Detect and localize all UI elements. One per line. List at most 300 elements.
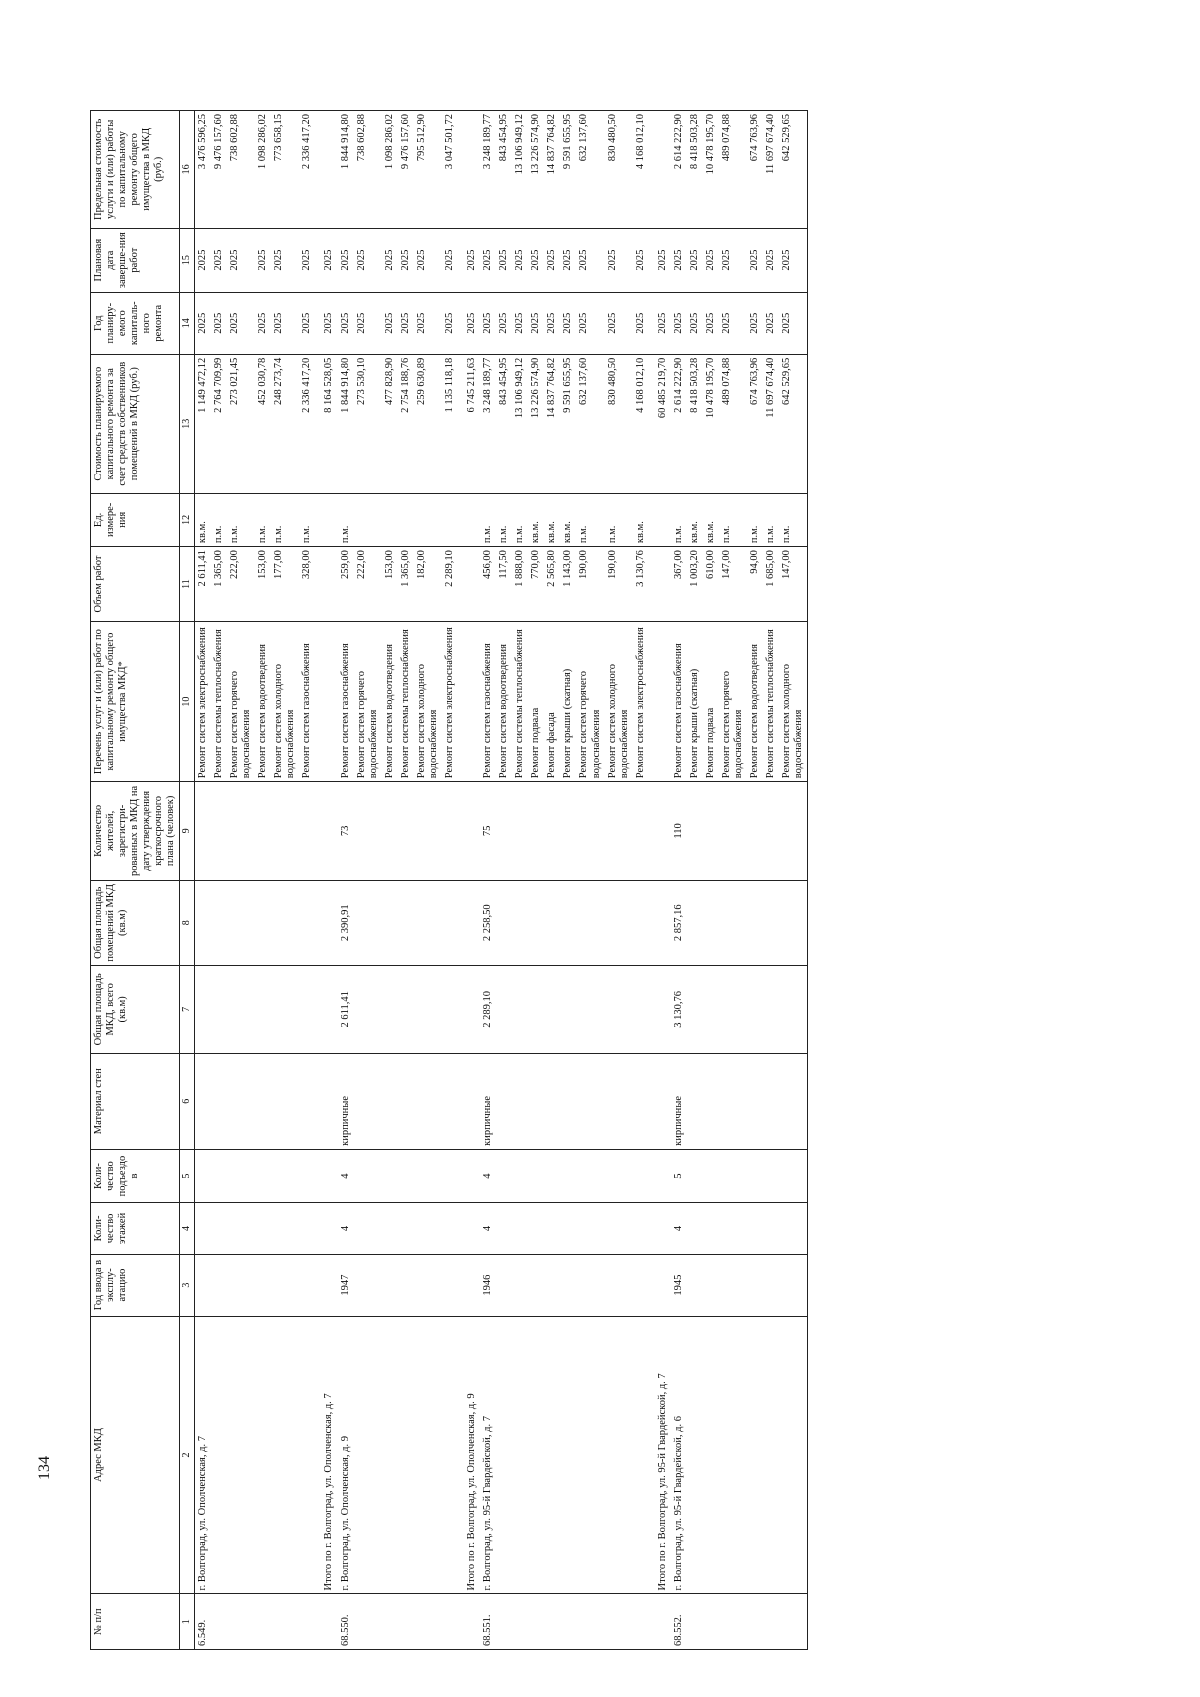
cell bbox=[719, 966, 747, 1054]
cell bbox=[442, 1316, 458, 1594]
cell: 2 289,10 bbox=[442, 547, 458, 622]
cell: 2025 bbox=[227, 292, 255, 354]
table-row bbox=[398, 111, 414, 1650]
cell bbox=[315, 1203, 337, 1254]
cell: 2025 bbox=[315, 292, 337, 354]
cell bbox=[299, 1203, 315, 1254]
cell bbox=[544, 1316, 560, 1594]
cell bbox=[719, 880, 747, 966]
cell: 9 591 655,95 bbox=[560, 111, 576, 229]
table-row bbox=[544, 111, 560, 1650]
column-header-15: Плановая дата заверше-ния работ bbox=[91, 228, 180, 292]
table-body bbox=[194, 111, 807, 1650]
cell: 147,00 bbox=[779, 547, 808, 622]
cell bbox=[227, 1594, 255, 1650]
cell bbox=[398, 782, 414, 880]
cell bbox=[544, 966, 560, 1054]
cell bbox=[315, 621, 337, 781]
cell: кирпичные bbox=[480, 1053, 496, 1149]
cell: 2025 bbox=[458, 292, 480, 354]
cell bbox=[211, 1149, 227, 1202]
cell bbox=[528, 1316, 544, 1594]
cell bbox=[747, 966, 763, 1054]
cell: 2 336 417,20 bbox=[299, 354, 315, 493]
cell: 2025 bbox=[496, 228, 512, 292]
cell bbox=[271, 1254, 299, 1316]
cell: Ремонт систем электроснабжения bbox=[194, 621, 211, 781]
cell bbox=[458, 880, 480, 966]
cell: 2025 bbox=[211, 292, 227, 354]
cell: 2025 bbox=[649, 228, 671, 292]
cell: 10 478 195,70 bbox=[703, 354, 719, 493]
cell bbox=[442, 880, 458, 966]
cell: 2025 bbox=[703, 228, 719, 292]
cell bbox=[496, 1594, 512, 1650]
cell bbox=[633, 782, 649, 880]
cell bbox=[633, 1203, 649, 1254]
column-header-4: Коли-чество этажей bbox=[91, 1203, 180, 1254]
cell: 273 021,45 bbox=[227, 354, 255, 493]
cell: 222,00 bbox=[227, 547, 255, 622]
cell: 259,00 bbox=[338, 547, 354, 622]
cell: 1 098 286,02 bbox=[255, 111, 271, 229]
cell: 2025 bbox=[496, 292, 512, 354]
cell: 1 135 118,18 bbox=[442, 354, 458, 493]
cell: 4 168 012,10 bbox=[633, 111, 649, 229]
cell bbox=[560, 1254, 576, 1316]
cell bbox=[398, 1254, 414, 1316]
cell bbox=[649, 1594, 671, 1650]
cell bbox=[442, 782, 458, 880]
cell bbox=[605, 966, 633, 1054]
table-row bbox=[605, 111, 633, 1650]
cell: 489 074,88 bbox=[719, 354, 747, 493]
column-header-9: Количество жителей, зарегистри-рованных в МКД на дату утверждения краткосрочного плана (человек) bbox=[91, 782, 180, 880]
cell bbox=[560, 1053, 576, 1149]
column-number: 11 bbox=[180, 547, 195, 622]
cell bbox=[703, 1594, 719, 1650]
cell bbox=[211, 1203, 227, 1254]
cell: 2025 bbox=[605, 228, 633, 292]
cell: 2 764 709,99 bbox=[211, 354, 227, 493]
cell bbox=[227, 880, 255, 966]
cell: Ремонт систем газоснабжения bbox=[338, 621, 354, 781]
cell: 8 418 503,28 bbox=[687, 111, 703, 229]
column-number: 8 bbox=[180, 880, 195, 966]
cell bbox=[528, 1254, 544, 1316]
cell bbox=[703, 1149, 719, 1202]
cell: 13 106 949,12 bbox=[512, 111, 528, 229]
table-row bbox=[671, 111, 687, 1650]
cell bbox=[763, 966, 779, 1054]
cell bbox=[315, 782, 337, 880]
cell bbox=[649, 782, 671, 880]
cell: Ремонт систем водоотведения bbox=[747, 621, 763, 781]
cell bbox=[605, 1053, 633, 1149]
cell bbox=[649, 1203, 671, 1254]
cell bbox=[211, 1053, 227, 1149]
column-number: 5 bbox=[180, 1149, 195, 1202]
cell bbox=[382, 1053, 398, 1149]
cell: 1 149 472,12 bbox=[194, 354, 211, 493]
table-row bbox=[271, 111, 299, 1650]
cell: Ремонт систем электроснабжения bbox=[633, 621, 649, 781]
cell bbox=[512, 782, 528, 880]
cell bbox=[398, 1203, 414, 1254]
cell bbox=[315, 1149, 337, 1202]
cell bbox=[271, 966, 299, 1054]
cell bbox=[194, 880, 211, 966]
column-header-13: Стоимость планируемого капитального ремонта за счет средств собственников помещений в МКД (руб.) bbox=[91, 354, 180, 493]
cell: 14 837 764,82 bbox=[544, 354, 560, 493]
cell: Ремонт систем горячего водоснабжения bbox=[576, 621, 604, 781]
cell: 68.550. bbox=[338, 1594, 354, 1650]
cell: 13 106 949,12 bbox=[512, 354, 528, 493]
cell bbox=[703, 1203, 719, 1254]
cell bbox=[633, 880, 649, 966]
cell bbox=[649, 1149, 671, 1202]
cell: 2025 bbox=[687, 228, 703, 292]
cell: 2 754 188,76 bbox=[398, 354, 414, 493]
table-row bbox=[480, 111, 496, 1650]
cell: 9 591 655,95 bbox=[560, 354, 576, 493]
cell bbox=[763, 1316, 779, 1594]
cell: 770,00 bbox=[528, 547, 544, 622]
cell bbox=[747, 1203, 763, 1254]
cell: Ремонт системы теплоснабжения bbox=[398, 621, 414, 781]
column-number: 3 bbox=[180, 1254, 195, 1316]
cell: 2 611,41 bbox=[194, 547, 211, 622]
cell bbox=[763, 782, 779, 880]
cell: 1 365,00 bbox=[211, 547, 227, 622]
cell: 259 630,89 bbox=[414, 354, 442, 493]
cell bbox=[576, 1254, 604, 1316]
cell: 2025 bbox=[382, 228, 398, 292]
cell: 674 763,96 bbox=[747, 354, 763, 493]
cell bbox=[496, 1254, 512, 1316]
cell: 68.551. bbox=[480, 1594, 496, 1650]
cell: 843 454,95 bbox=[496, 111, 512, 229]
cell bbox=[315, 966, 337, 1054]
total-row bbox=[458, 111, 480, 1650]
cell: 2025 bbox=[633, 292, 649, 354]
cell: Ремонт крыши (скатная) bbox=[560, 621, 576, 781]
cell: 2025 bbox=[747, 228, 763, 292]
cell bbox=[315, 1053, 337, 1149]
cell: 2025 bbox=[544, 228, 560, 292]
cell bbox=[271, 1203, 299, 1254]
cell: Ремонт систем водоотведения bbox=[255, 621, 271, 781]
cell: 182,00 bbox=[414, 547, 442, 622]
cell: Итого по г. Волгоград, ул. 95-й Гвардейской, д. 7 bbox=[649, 1316, 671, 1594]
cell: 13 226 574,90 bbox=[528, 354, 544, 493]
cell bbox=[687, 1316, 703, 1594]
cell: п.м. bbox=[211, 493, 227, 546]
cell bbox=[703, 1254, 719, 1316]
cell: 2025 bbox=[779, 228, 808, 292]
cell: 4 bbox=[671, 1203, 687, 1254]
cell: Ремонт системы теплоснабжения bbox=[763, 621, 779, 781]
cell bbox=[687, 1053, 703, 1149]
column-number: 14 bbox=[180, 292, 195, 354]
cell: 3 476 596,25 bbox=[194, 111, 211, 229]
table-row bbox=[779, 111, 808, 1650]
cell: 2 336 417,20 bbox=[299, 111, 315, 229]
table-row bbox=[194, 111, 211, 1650]
cell bbox=[576, 966, 604, 1054]
cell bbox=[649, 880, 671, 966]
table-row bbox=[442, 111, 458, 1650]
cell bbox=[255, 1149, 271, 1202]
cell bbox=[719, 1053, 747, 1149]
cell: 3 248 189,77 bbox=[480, 111, 496, 229]
cell bbox=[719, 1254, 747, 1316]
column-number: 4 bbox=[180, 1203, 195, 1254]
cell bbox=[354, 782, 382, 880]
cell bbox=[528, 966, 544, 1054]
cell bbox=[227, 1053, 255, 1149]
cell: 477 828,90 bbox=[382, 354, 398, 493]
cell bbox=[649, 1053, 671, 1149]
column-header-3: Год ввода в эксплу-атацию bbox=[91, 1254, 180, 1316]
cell: 2025 bbox=[649, 292, 671, 354]
cell bbox=[458, 1053, 480, 1149]
table-row bbox=[496, 111, 512, 1650]
cell: п.м. bbox=[299, 493, 315, 546]
cell bbox=[763, 1203, 779, 1254]
cell bbox=[779, 1203, 808, 1254]
table-row bbox=[299, 111, 315, 1650]
cell bbox=[442, 1594, 458, 1650]
cell: 2 565,80 bbox=[544, 547, 560, 622]
cell bbox=[703, 880, 719, 966]
cell: 1 888,00 bbox=[512, 547, 528, 622]
cell: 248 273,74 bbox=[271, 354, 299, 493]
cell bbox=[255, 966, 271, 1054]
cell bbox=[703, 1053, 719, 1149]
cell: 2 258,50 bbox=[480, 880, 496, 966]
column-header-11: Объем работ bbox=[91, 547, 180, 622]
cell: 2025 bbox=[671, 228, 687, 292]
cell bbox=[528, 1594, 544, 1650]
column-header-10: Перечень услуг и (или) работ по капитальному ремонту общего имущества МКД* bbox=[91, 621, 180, 781]
cell bbox=[315, 493, 337, 546]
cell bbox=[544, 1254, 560, 1316]
cell: 1 365,00 bbox=[398, 547, 414, 622]
cell bbox=[442, 1149, 458, 1202]
cell bbox=[747, 1594, 763, 1650]
column-number: 10 bbox=[180, 621, 195, 781]
cell bbox=[528, 1053, 544, 1149]
cell: 2025 bbox=[194, 228, 211, 292]
cell: 2025 bbox=[255, 292, 271, 354]
cell bbox=[763, 1594, 779, 1650]
cell bbox=[512, 1316, 528, 1594]
cell: 795 512,90 bbox=[414, 111, 442, 229]
cell: 642 529,65 bbox=[779, 111, 808, 229]
cell bbox=[398, 1594, 414, 1650]
cell bbox=[414, 493, 442, 546]
cell: 2025 bbox=[338, 228, 354, 292]
cell: 2025 bbox=[442, 292, 458, 354]
cell: 674 763,96 bbox=[747, 111, 763, 229]
cell: 2025 bbox=[227, 228, 255, 292]
cell bbox=[703, 966, 719, 1054]
cell: 367,00 bbox=[671, 547, 687, 622]
cell bbox=[496, 966, 512, 1054]
cell: 2025 bbox=[398, 228, 414, 292]
cell: 2025 bbox=[560, 228, 576, 292]
cell: 2025 bbox=[633, 228, 649, 292]
column-number: 7 bbox=[180, 966, 195, 1054]
cell bbox=[633, 1053, 649, 1149]
cell: Итого по г. Волгоград, ул. Ополченская, д. 9 bbox=[458, 1316, 480, 1594]
column-header-2: Адрес МКД bbox=[91, 1316, 180, 1594]
cell bbox=[576, 782, 604, 880]
cell bbox=[512, 1053, 528, 1149]
column-header-7: Общая площадь МКД, всего (кв.м) bbox=[91, 966, 180, 1054]
cell: 2025 bbox=[480, 292, 496, 354]
cell: 2025 bbox=[299, 292, 315, 354]
cell bbox=[458, 111, 480, 229]
cell: 2 857,16 bbox=[671, 880, 687, 966]
cell: кв.м. bbox=[687, 493, 703, 546]
cell: кв.м. bbox=[194, 493, 211, 546]
cell bbox=[227, 1316, 255, 1594]
cell: 3 248 189,77 bbox=[480, 354, 496, 493]
cell bbox=[703, 1316, 719, 1594]
cell bbox=[354, 1203, 382, 1254]
column-header-5: Коли-чество подъездо в bbox=[91, 1149, 180, 1202]
cell bbox=[299, 966, 315, 1054]
cell: 632 137,60 bbox=[576, 111, 604, 229]
cell bbox=[354, 1149, 382, 1202]
cell bbox=[633, 1254, 649, 1316]
cell: 2025 bbox=[414, 292, 442, 354]
cell bbox=[211, 880, 227, 966]
cell bbox=[496, 1053, 512, 1149]
cell bbox=[747, 1316, 763, 1594]
cell bbox=[271, 782, 299, 880]
cell: п.м. bbox=[512, 493, 528, 546]
cell: 489 074,88 bbox=[719, 111, 747, 229]
cell bbox=[779, 782, 808, 880]
cell bbox=[779, 1053, 808, 1149]
cell bbox=[687, 782, 703, 880]
cell: Ремонт систем холодного водоснабжения bbox=[414, 621, 442, 781]
cell bbox=[576, 1594, 604, 1650]
cell: 1 685,00 bbox=[763, 547, 779, 622]
cell bbox=[211, 1254, 227, 1316]
cell bbox=[194, 1149, 211, 1202]
column-number: 2 bbox=[180, 1316, 195, 1594]
table-row bbox=[227, 111, 255, 1650]
cell bbox=[512, 880, 528, 966]
cell bbox=[382, 1594, 398, 1650]
cell bbox=[299, 1594, 315, 1650]
cell: г. Волгоград, ул. 95-й Гвардейской, д. 7 bbox=[480, 1316, 496, 1594]
cell bbox=[458, 493, 480, 546]
cell bbox=[703, 782, 719, 880]
cell bbox=[442, 966, 458, 1054]
cell: г. Волгоград, ул. Ополченская, д. 9 bbox=[338, 1316, 354, 1594]
cell: 13 226 574,90 bbox=[528, 111, 544, 229]
table-row bbox=[255, 111, 271, 1650]
cell: 2025 bbox=[354, 228, 382, 292]
cell: 4 bbox=[338, 1203, 354, 1254]
cell: 452 030,78 bbox=[255, 354, 271, 493]
cell bbox=[211, 966, 227, 1054]
cell bbox=[414, 1254, 442, 1316]
cell bbox=[605, 1594, 633, 1650]
cell bbox=[271, 880, 299, 966]
cell bbox=[354, 1316, 382, 1594]
cell bbox=[271, 1149, 299, 1202]
cell bbox=[398, 1149, 414, 1202]
column-header-12: Ед. измере-ния bbox=[91, 493, 180, 546]
cell bbox=[255, 880, 271, 966]
cell: 8 164 528,05 bbox=[315, 354, 337, 493]
cell bbox=[779, 880, 808, 966]
cell: 2025 bbox=[528, 292, 544, 354]
cell bbox=[398, 880, 414, 966]
cell: 2025 bbox=[544, 292, 560, 354]
cell: 2025 bbox=[211, 228, 227, 292]
cell bbox=[414, 1316, 442, 1594]
cell bbox=[747, 1149, 763, 1202]
cell bbox=[633, 1316, 649, 1594]
table-row bbox=[747, 111, 763, 1650]
cell: 610,00 bbox=[703, 547, 719, 622]
cell: п.м. bbox=[576, 493, 604, 546]
cell: 632 137,60 bbox=[576, 354, 604, 493]
cell: п.м. bbox=[255, 493, 271, 546]
cell: Ремонт систем горячего водоснабжения bbox=[227, 621, 255, 781]
cell bbox=[649, 966, 671, 1054]
cell: Ремонт подвала bbox=[528, 621, 544, 781]
cell bbox=[779, 1149, 808, 1202]
cell: 2025 bbox=[354, 292, 382, 354]
cell bbox=[496, 1316, 512, 1594]
cell: 5 bbox=[671, 1149, 687, 1202]
cell: 2025 bbox=[747, 292, 763, 354]
cell bbox=[271, 1053, 299, 1149]
cell: 4 bbox=[480, 1203, 496, 1254]
cell: 773 658,15 bbox=[271, 111, 299, 229]
column-number: 1 bbox=[180, 1594, 195, 1650]
cell bbox=[414, 1203, 442, 1254]
cell bbox=[255, 1053, 271, 1149]
cell: 2025 bbox=[271, 228, 299, 292]
cell bbox=[315, 1594, 337, 1650]
cell bbox=[512, 1254, 528, 1316]
cell: Ремонт системы теплоснабжения bbox=[211, 621, 227, 781]
cell bbox=[544, 1203, 560, 1254]
cell bbox=[560, 1203, 576, 1254]
cell bbox=[255, 1316, 271, 1594]
cell bbox=[414, 1053, 442, 1149]
table-row bbox=[703, 111, 719, 1650]
cell bbox=[398, 493, 414, 546]
cell bbox=[544, 1053, 560, 1149]
cell bbox=[271, 1594, 299, 1650]
cell bbox=[211, 1316, 227, 1594]
cell bbox=[633, 966, 649, 1054]
cell: п.м. bbox=[779, 493, 808, 546]
cell bbox=[382, 966, 398, 1054]
cell: 2025 bbox=[512, 228, 528, 292]
cell bbox=[576, 1149, 604, 1202]
